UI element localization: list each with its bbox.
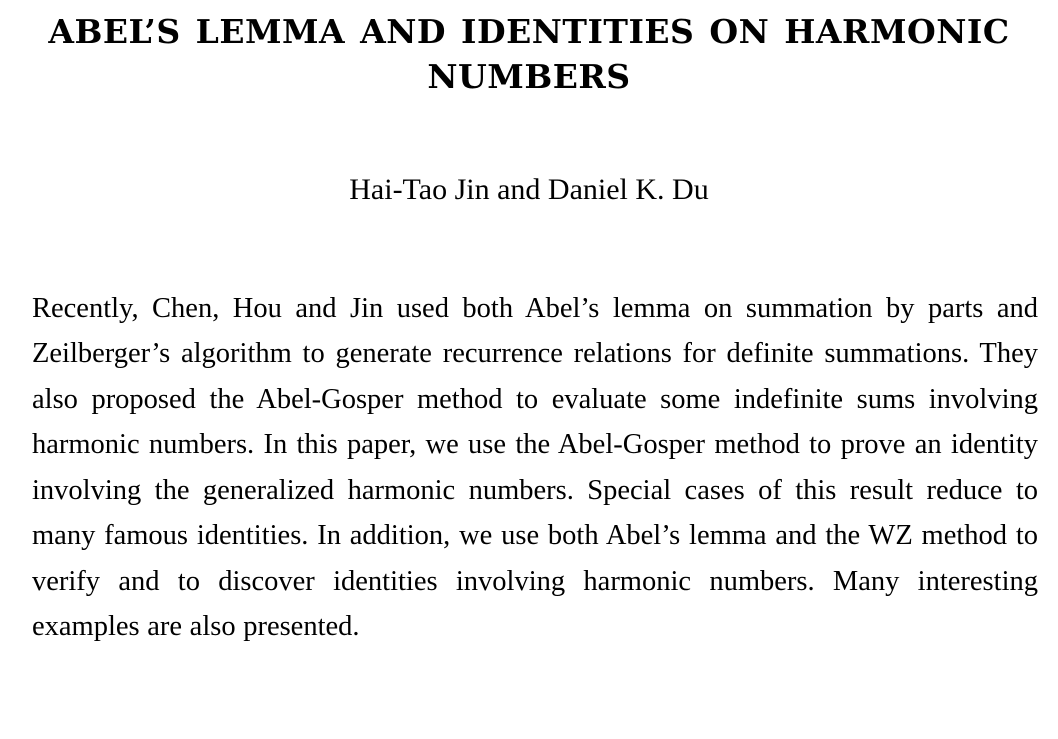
author-list: Hai-Tao Jin and Daniel K. Du: [349, 172, 709, 206]
page-title: ABEL’S LEMMA AND IDENTITIES ON HARMONIC NUMBERS: [48, 12, 1010, 96]
abstract-text: Recently, Chen, Hou and Jin used both Abel’s lemma on summation by parts and Zeilberger’s algorithm to generate recurrence relations for definite summations. They also proposed the Abel-Gosper method to evaluate some indefinite sums involving harmonic numbers. In this paper, we use the Abel-Gosper method to prove an identity involving the generalized harmonic numbers. Special cases of this result reduce to many famous identities. In addition, we use both Abel’s lemma and the WZ method to verify and to discover identities involving harmonic numbers. Many interesting examples are also presented.: [32, 292, 1038, 643]
